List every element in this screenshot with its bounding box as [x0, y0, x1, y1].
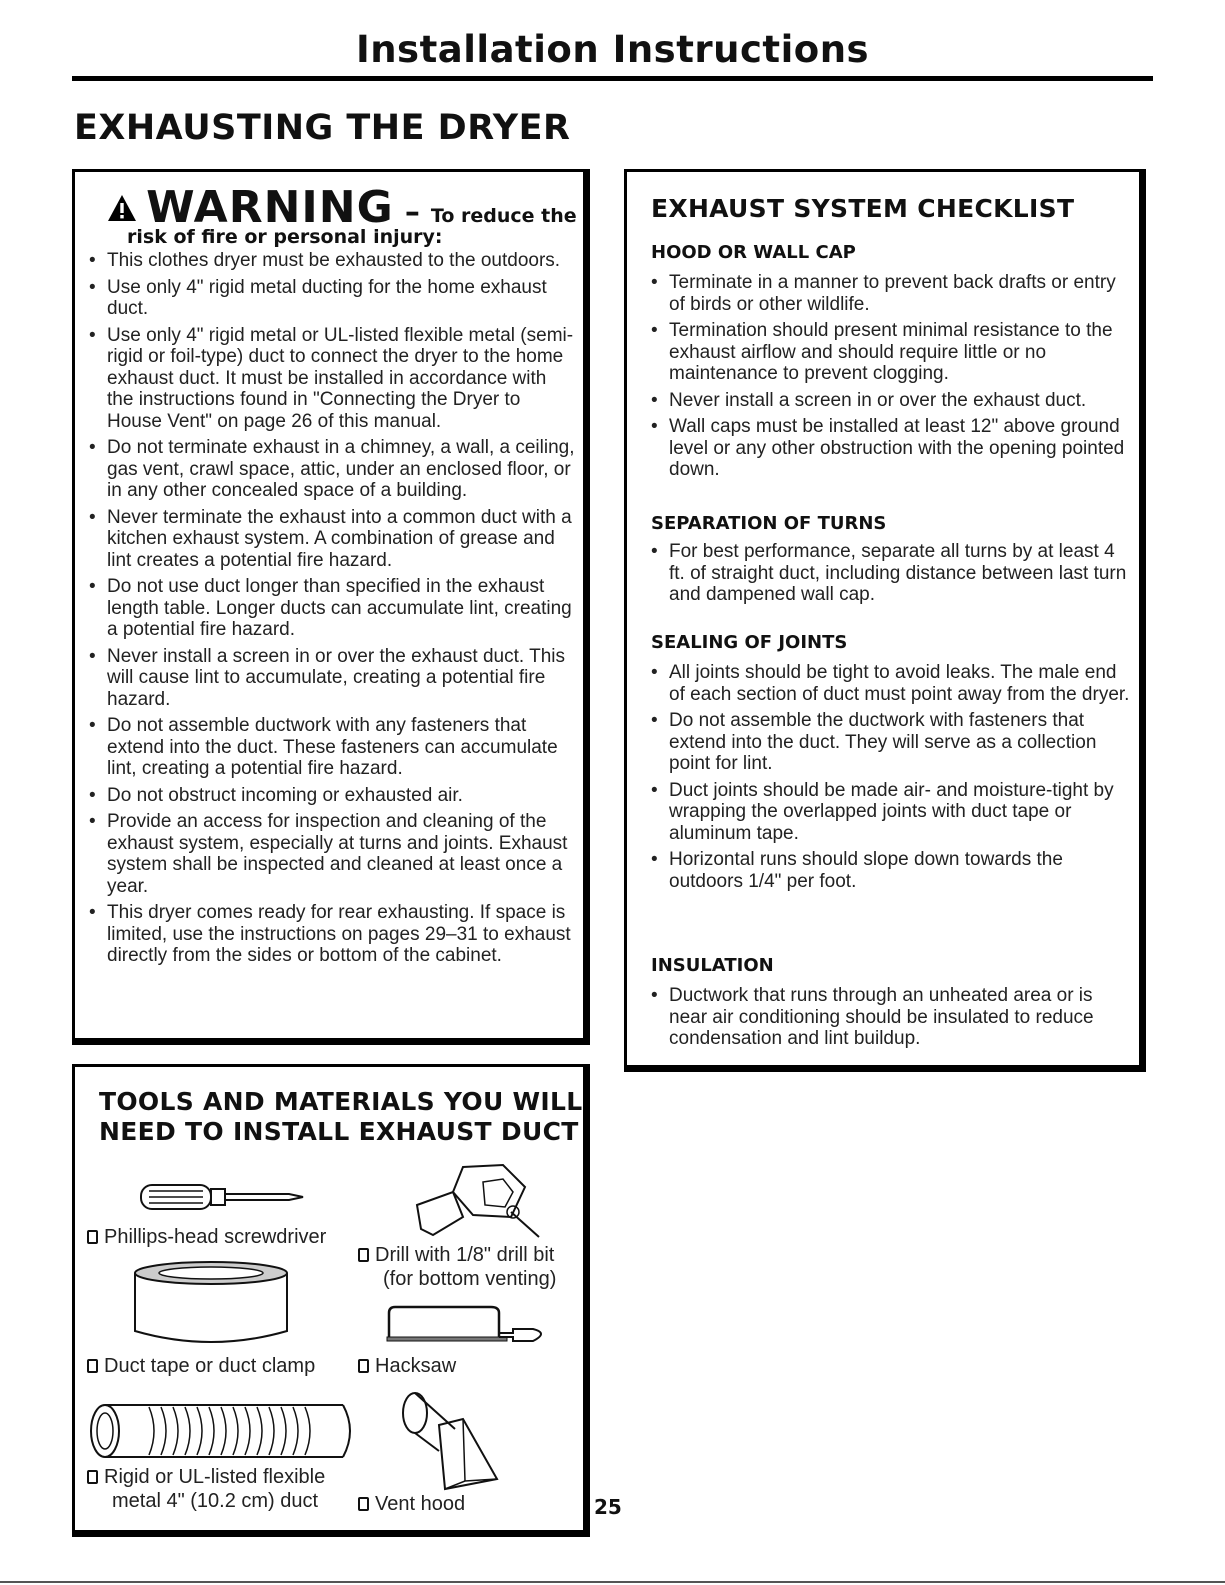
screwdriver-icon	[139, 1179, 309, 1215]
checklist-list-hood	[651, 272, 1131, 486]
list-item: • Termination should present minimal resistance to the exhaust airflow and should require little or no maintenance to prevent clogging.	[651, 320, 1131, 385]
checkbox-icon	[358, 1248, 369, 1262]
drill-label	[358, 1243, 556, 1291]
warning-subtitle-2: risk of fire or personal injury:	[127, 226, 443, 248]
duct-text-1: Rigid or UL-listed flexible	[104, 1466, 326, 1488]
drill-icon	[393, 1157, 543, 1257]
tools-box	[72, 1064, 586, 1533]
duct-label	[87, 1465, 325, 1513]
warning-box	[72, 169, 586, 1041]
duct-tape-text: Duct tape or duct clamp	[104, 1355, 316, 1377]
duct-text-2: metal 4" (10.2 cm) duct	[112, 1490, 319, 1512]
header-rule	[72, 76, 1153, 81]
list-item: • Do not obstruct incoming or exhausted air.	[89, 785, 575, 807]
section-title: EXHAUSTING THE DRYER	[74, 108, 571, 148]
vent-hood-label	[358, 1492, 465, 1516]
list-item: • This clothes dryer must be exhausted to the outdoors.	[89, 250, 575, 272]
duct-tape-icon	[131, 1259, 291, 1351]
list-item: • Do not terminate exhaust in a chimney, a wall, a ceiling, gas vent, crawl space, attic, under an enclosed floor, or in any other concealed space of a building.	[89, 437, 575, 502]
flexible-duct-icon	[89, 1401, 359, 1461]
vent-hood-text: Vent hood	[375, 1493, 466, 1515]
drill-text-1: Drill with 1/8" drill bit	[375, 1244, 555, 1266]
hacksaw-label	[358, 1354, 456, 1378]
list-item: • Never install a screen in or over the exhaust duct.	[651, 390, 1131, 412]
checklist-heading-turns: SEPARATION OF TURNS	[651, 513, 887, 534]
list-item: • Horizontal runs should slope down towards the outdoors 1/4" per foot.	[651, 849, 1131, 892]
checklist-heading-joints: SEALING OF JOINTS	[651, 632, 848, 653]
drill-text-2: (for bottom venting)	[383, 1268, 557, 1290]
checklist-list-insulation	[651, 985, 1131, 1055]
list-item: • This dryer comes ready for rear exhausting. If space is limited, use the instructions on pages 29–31 to exhaust directly from the sides or bottom of the cabinet.	[89, 902, 575, 967]
page-number: 25	[594, 1495, 622, 1519]
warning-word: WARNING	[146, 182, 394, 233]
list-item: • Duct joints should be made air- and moisture-tight by wrapping the overlapped joints with duct tape or aluminum tape.	[651, 780, 1131, 845]
checklist-list-joints	[651, 662, 1131, 897]
hacksaw-icon	[383, 1303, 553, 1353]
checkbox-icon	[87, 1470, 98, 1484]
screwdriver-text: Phillips-head screwdriver	[104, 1226, 327, 1248]
list-item: • Do not assemble the ductwork with fasteners that extend into the duct. They will serve as a collection point for lint.	[651, 710, 1131, 775]
list-item: • For best performance, separate all turns by at least 4 ft. of straight duct, including distance between last turn and dampened wall cap.	[651, 541, 1131, 606]
list-item: • Provide an access for inspection and cleaning of the exhaust system, especially at turns and joints. Exhaust system shall be inspected and cleaned at least once a year.	[89, 811, 575, 897]
tools-title-line-1: TOOLS AND MATERIALS YOU WILL	[99, 1087, 583, 1116]
checklist-heading-hood: HOOD OR WALL CAP	[651, 242, 856, 263]
list-item: • Wall caps must be installed at least 12" above ground level or any other obstruction with the opening pointed down.	[651, 416, 1131, 481]
warning-subtitle-1: To reduce the	[430, 205, 577, 227]
hacksaw-text: Hacksaw	[375, 1355, 457, 1377]
list-item: • Terminate in a manner to prevent back drafts or entry of birds or other wildlife.	[651, 272, 1131, 315]
list-item: • Use only 4" rigid metal or UL-listed flexible metal (semi-rigid or foil-type) duct to connect the dryer to the home exhaust duct. It must be installed in accordance with the instructions found in "Connecting the Dryer to House Vent" on page 26 of this manual.	[89, 325, 575, 433]
screwdriver-label	[87, 1225, 326, 1249]
warning-dash: –	[404, 195, 420, 230]
list-item: • Ductwork that runs through an unheated area or is near air conditioning should be insulated to reduce condensation and lint buildup.	[651, 985, 1131, 1050]
duct-tape-label	[87, 1354, 315, 1378]
list-item: • Do not assemble ductwork with any fasteners that extend into the duct. These fasteners can accumulate lint, creating a potential fire hazard.	[89, 715, 575, 780]
list-item: • Never install a screen in or over the exhaust duct. This will cause lint to accumulate, creating a potential fire hazard.	[89, 646, 575, 711]
warning-list	[89, 250, 575, 972]
checkbox-icon	[358, 1497, 369, 1511]
vent-hood-icon	[393, 1389, 503, 1493]
tools-title-line-2: NEED TO INSTALL EXHAUST DUCT	[99, 1117, 579, 1146]
list-item: • All joints should be tight to avoid leaks. The male end of each section of duct must point away from the dryer.	[651, 662, 1131, 705]
list-item: • Never terminate the exhaust into a common duct with a kitchen exhaust system. A combination of grease and lint creates a potential fire hazard.	[89, 507, 575, 572]
warning-triangle-icon	[107, 194, 137, 222]
list-item: • Do not use duct longer than specified in the exhaust length table. Longer ducts can accumulate lint, creating a potential fire hazard.	[89, 576, 575, 641]
bottom-rule	[0, 1581, 1225, 1583]
checkbox-icon	[358, 1359, 369, 1373]
checkbox-icon	[87, 1359, 98, 1373]
checklist-list-turns	[651, 541, 1131, 611]
checkbox-icon	[87, 1230, 98, 1244]
list-item: • Use only 4" rigid metal ducting for the home exhaust duct.	[89, 277, 575, 320]
tools-title	[99, 1087, 583, 1147]
page-header-title: Installation Instructions	[355, 28, 870, 71]
checklist-heading-insulation: INSULATION	[651, 955, 774, 976]
checklist-box	[624, 169, 1142, 1068]
checklist-title: EXHAUST SYSTEM CHECKLIST	[651, 194, 1075, 223]
